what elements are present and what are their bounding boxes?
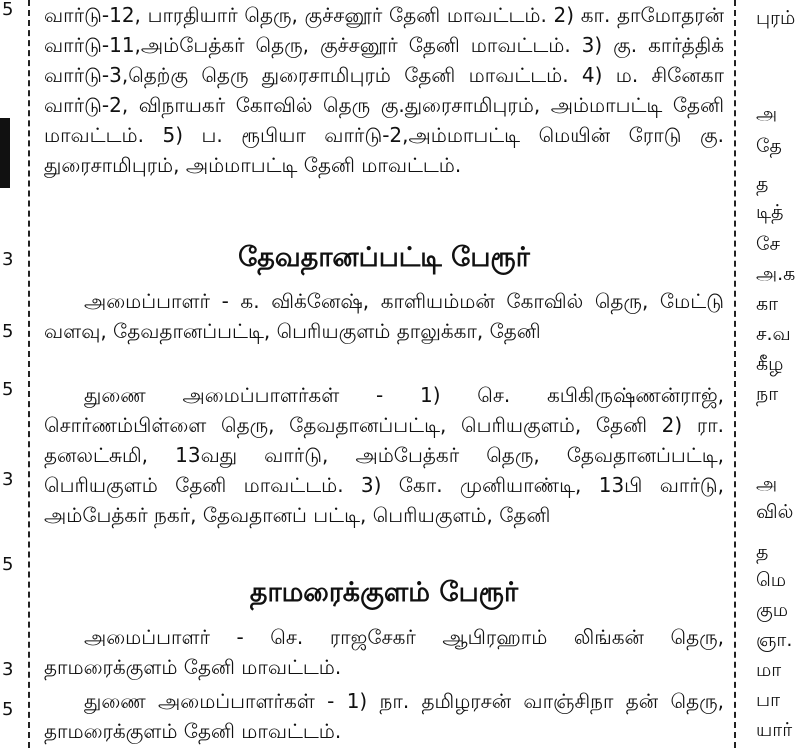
right-fragment: நா	[756, 383, 779, 405]
right-fragment: வில்	[756, 501, 794, 523]
right-fragment: கும	[756, 599, 789, 621]
right-fragment: அ	[756, 103, 778, 125]
left-column-divider	[28, 0, 30, 748]
left-fragment: 5	[2, 554, 14, 575]
right-fragment: ச.வ	[756, 323, 791, 345]
right-fragment: த	[756, 541, 769, 563]
left-column-fragments	[0, 0, 22, 748]
right-fragment: பா	[756, 689, 781, 711]
main-article-column	[44, 0, 726, 748]
right-fragment: கீழ	[756, 353, 784, 375]
section-heading: தேவதானப்பட்டி பேரூர்	[238, 242, 530, 273]
right-fragment: டித்	[756, 201, 784, 223]
deputy-organizers-paragraph: துணை அமைப்பாளர்கள் - 1) நா. தமிழரசன் வாஞ்சிநா தன் தெரு, தாமரைக்குளம் தேனி மாவட்டம்.	[44, 689, 724, 743]
right-column-divider	[734, 0, 736, 748]
right-column-fragments	[742, 0, 800, 748]
right-fragment: புரம்	[756, 7, 796, 29]
right-fragment: அ	[756, 473, 778, 495]
right-fragment: கா	[756, 293, 779, 315]
left-fragment: 3	[2, 469, 14, 490]
organizer-paragraph: அமைப்பாளர் - க. விக்னேஷ், காளியம்மன் கோவில் தெரு, மேட்டு வளவு, தேவதானப்பட்டி, பெரியகுளம் தாலுக்கா, தேனி	[44, 289, 724, 343]
right-fragment: மெ	[756, 569, 787, 591]
black-bar-decoration	[0, 118, 10, 188]
section-heading: தாமரைக்குளம் பேரூர்	[249, 577, 519, 608]
deputy-organizers-paragraph: துணை அமைப்பாளர்கள் - 1) செ. கபிகிருஷ்ணன்ராஜ், சொர்ணம்பிள்ளை தெரு, தேவதானப்பட்டி, பெரியகுளம், தேனி 2) ரா. தனலட்சுமி, 13வது வார்டு, அம்பேத்கர் தெரு, தேவதானப்பட்டி, பெரியகுளம் தேனி மாவட்டம். 3) கோ. முனியாண்டி, 13பி வார்டு, அம்பேத்கர் நகர், தேவதானப் பட்டி, பெரியகுளம், தேனி	[44, 383, 724, 527]
right-fragment: மா	[756, 659, 782, 681]
organizer-paragraph: அமைப்பாளர் - செ. ராஜசேகர் ஆபிரஹாம் லிங்கன் தெரு, தாமரைக்குளம் தேனி மாவட்டம்.	[44, 625, 724, 679]
right-fragment: சே	[756, 233, 781, 255]
member-list-paragraph: வார்டு-12, பாரதியார் தெரு, குச்சனூர் தேனி மாவட்டம். 2) கா. தாமோதரன் வார்டு-11,அம்பேத்கர் தெரு, குச்சனூர் தேனி மாவட்டம். 3) கு. கார்த்திக் வார்டு-3,தெற்கு தெரு துரைசாமிபுரம் தேனி மாவட்டம். 4) ம. சினேகா வார்டு-2, விநாயகர் கோவில் தெரு கு.துரைசாமிபுரம், அம்மாபட்டி தேனி மாவட்டம். 5) ப. ரூபியா வார்டு-2,அம்மாபட்டி மெயின் ரோடு கு. துரைசாமிபுரம், அம்மாபட்டி தேனி மாவட்டம்.	[44, 3, 724, 177]
left-fragment: 5	[2, 0, 14, 20]
right-fragment: யார்	[756, 719, 793, 741]
right-fragment: அ.க	[756, 263, 796, 285]
left-fragment: 3	[2, 659, 14, 680]
left-fragment: 5	[2, 321, 14, 342]
left-fragment: 5	[2, 699, 14, 720]
left-fragment: 3	[2, 249, 14, 270]
right-fragment: ஞா.	[756, 629, 793, 651]
right-fragment: த	[756, 173, 769, 195]
right-fragment: தே	[756, 135, 782, 157]
left-fragment: 5	[2, 379, 14, 400]
